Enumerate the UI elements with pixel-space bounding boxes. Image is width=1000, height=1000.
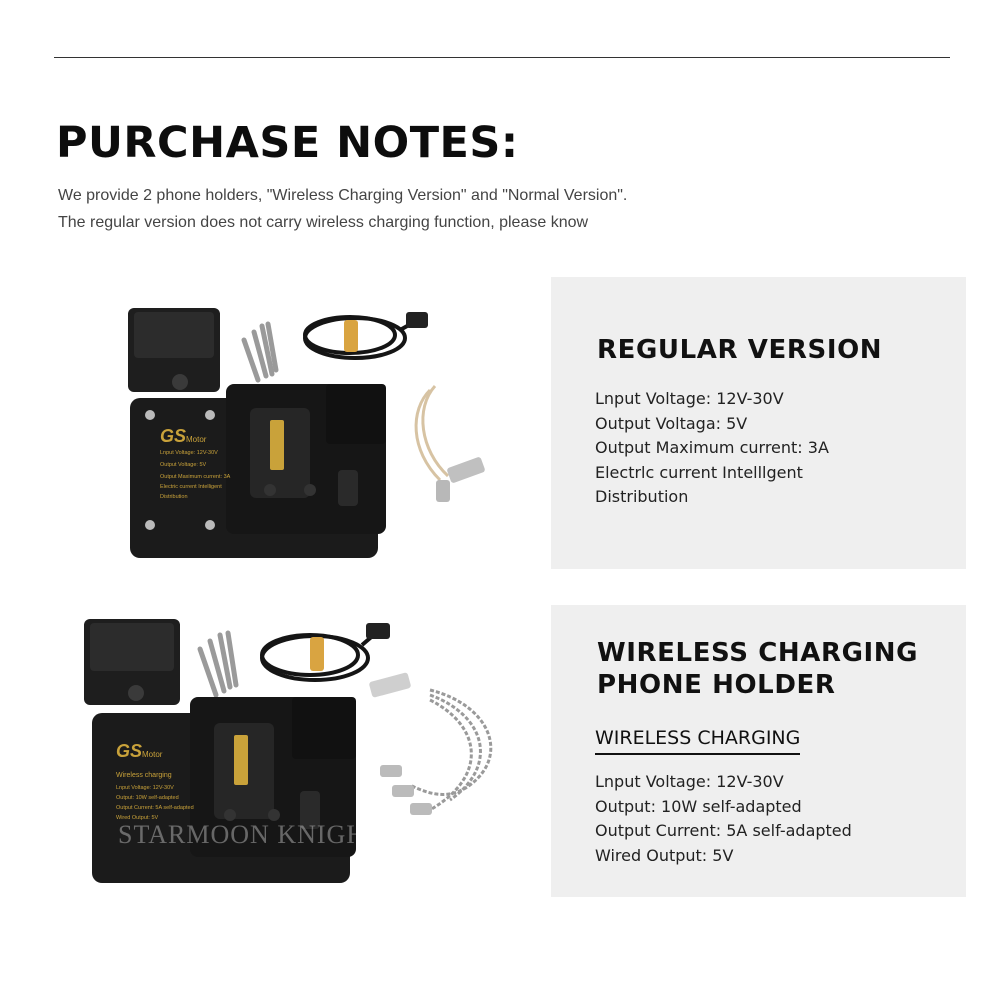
- wireless-specs: [595, 770, 852, 868]
- regular-version-card: [551, 277, 966, 569]
- spec-line: Lnput Voltage: 12V-30V: [595, 389, 784, 408]
- watermark: STARMOON KNIGHT: [118, 820, 383, 849]
- spec-line: Distribution: [595, 487, 689, 506]
- plug-typec: [392, 785, 414, 797]
- usb-lightning: [436, 480, 450, 502]
- device-label-1: Lnput Voltage: 12V-30V: [160, 450, 218, 456]
- spec-line: Output Maximum current: 3A: [595, 438, 829, 457]
- usb-plug: [369, 672, 412, 698]
- screws: [200, 633, 236, 695]
- device-label-3: Output Current: 5A self-adapted: [116, 805, 194, 811]
- cable-tie: [310, 637, 324, 671]
- regular-product-image: [110, 290, 530, 570]
- device-label-3: Output Maximum current: 3A: [160, 474, 231, 480]
- intro-line-1: We provide 2 phone holders, "Wireless Charging Version" and "Normal Version".: [58, 187, 628, 204]
- regular-heading: REGULAR VERSION: [597, 335, 883, 365]
- regular-specs: [595, 387, 829, 510]
- spec-line: Output: 10W self-adapted: [595, 796, 802, 816]
- device-tag: Wireless charging: [116, 772, 172, 779]
- device-label-4: Electric current Intelligent: [160, 484, 222, 490]
- top-divider: [54, 57, 950, 58]
- intro-line-2: The regular version does not carry wireless charging function, please know: [58, 214, 589, 231]
- brand-logo: GS: [116, 741, 143, 761]
- cable-tie: [344, 320, 358, 352]
- device-label-5: Distribution: [160, 494, 188, 500]
- usb-cable: [416, 386, 448, 480]
- phone-holder-bracket: [130, 384, 386, 558]
- screws: [244, 324, 276, 380]
- spec-line: Lnput Voltage: 12V-30V: [595, 772, 784, 791]
- spec-line: Output Voltaga: 5V: [595, 413, 748, 433]
- device-label-4: Wired Output: 5V: [116, 815, 159, 821]
- spec-line: Wired Output: 5V: [595, 845, 734, 865]
- plug-lightning: [410, 803, 432, 815]
- device-label-2: Output: 10W self-adapted: [116, 795, 179, 801]
- spec-line: Output Current: 5A self-adapted: [595, 821, 852, 840]
- device-label-1: Lnput Voltage: 12V-30V: [116, 785, 174, 791]
- page-title: PURCHASE NOTES:: [56, 118, 519, 168]
- power-cable: [305, 317, 418, 358]
- cable-connector: [406, 312, 428, 328]
- wireless-version-card: [551, 605, 966, 897]
- braided-cable: [410, 690, 491, 810]
- brand-suffix: Motor: [142, 750, 163, 759]
- wireless-heading: WIRELESS CHARGING PHONE HOLDER: [597, 638, 919, 700]
- cable-connector: [366, 623, 390, 639]
- brand-suffix: Motor: [186, 435, 207, 444]
- plug-micro: [380, 765, 402, 777]
- junction-box: [128, 308, 220, 392]
- intro-text: [58, 182, 627, 236]
- spec-line: Electrlc current Intelllgent: [595, 462, 803, 482]
- usb-plug: [446, 456, 485, 483]
- wireless-product-image: [70, 605, 520, 905]
- wireless-subheading: WIRELESS CHARGING: [595, 727, 800, 755]
- device-label-2: Output Voltage: 5V: [160, 462, 207, 468]
- brand-logo: GS: [160, 426, 187, 446]
- junction-box: [84, 619, 180, 705]
